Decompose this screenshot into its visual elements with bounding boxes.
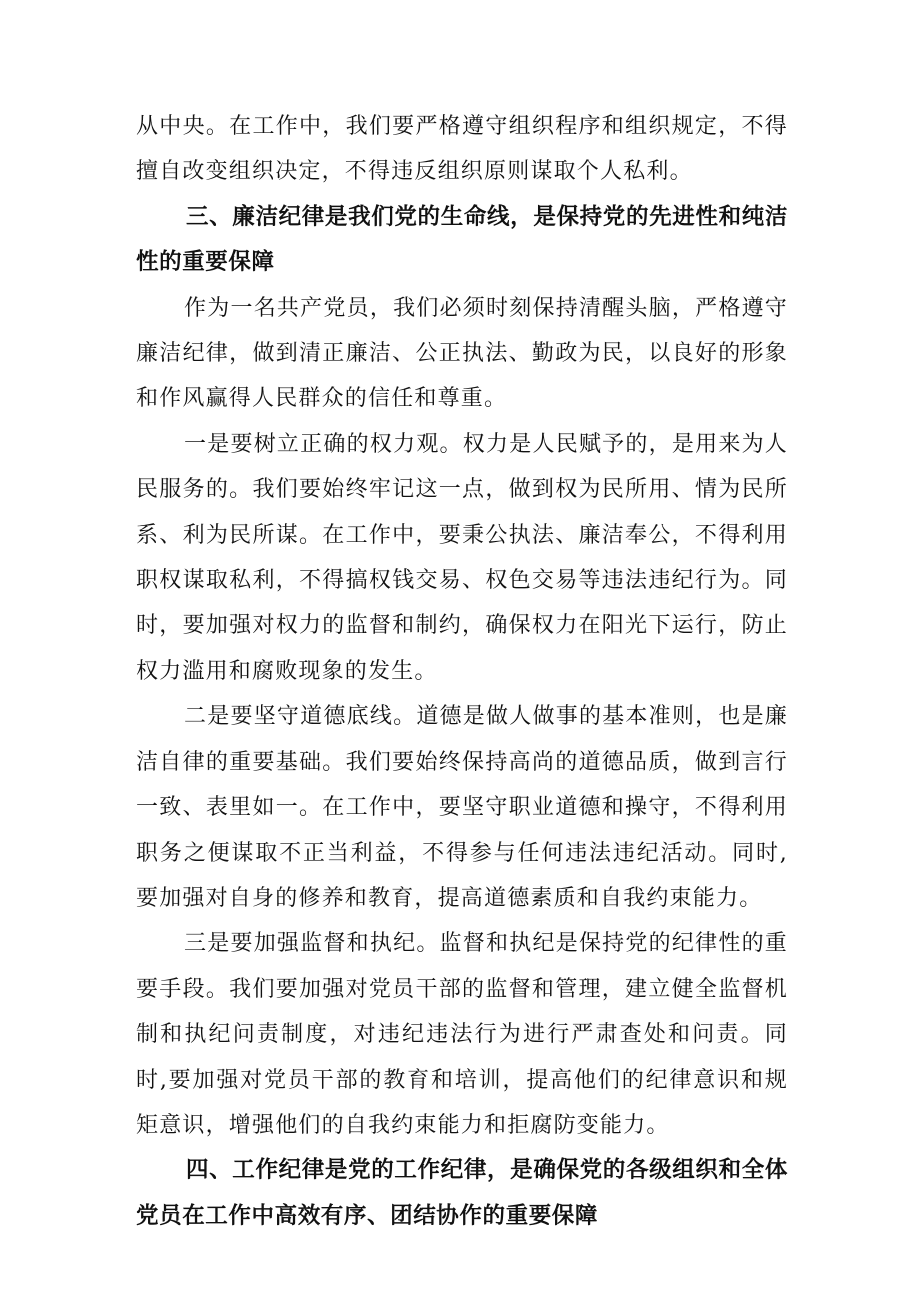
document-body	[136, 104, 788, 1239]
section-heading-4: 四、工作纪律是党的工作纪律，是确保党的各级组织和全体党员在工作中高效有序、团结协作的重要保障	[136, 1157, 788, 1229]
paragraph-intro: 作为一名共产党员，我们必须时刻保持清醒头脑，严格遵守廉洁纪律，做到清正廉洁、公正执法、勤政为民，以良好的形象和作风赢得人民群众的信任和尊重。	[136, 295, 788, 412]
paragraph-point-2: 二是要坚守道德底线。道德是做人做事的基本准则，也是廉洁自律的重要基础。我们要始终保持高尚的道德品质，做到言行一致、表里如一。在工作中，要坚守职业道德和操守，不得利用职务之便谋取不正当利益，不得参与任何违法违纪活动。同时,要加强对自身的修养和教育，提高道德素质和自我约束能力。	[136, 704, 788, 911]
section-heading-3: 三、廉洁纪律是我们党的生命线，是保持党的先进性和纯洁性的重要保障	[136, 203, 788, 276]
paragraph-point-1: 一是要树立正确的权力观。权力是人民赋予的，是用来为人民服务的。我们要始终牢记这一点，做到权为民所用、情为民所系、利为民所谋。在工作中，要秉公执法、廉洁奉公，不得利用职权谋取私利，不得搞权钱交易、权色交易等违法违纪行为。同时，要加强对权力的监督和制约，确保权力在阳光下运行，防止权力滥用和腐败现象的发生。	[136, 431, 788, 684]
paragraph-point-3: 三是要加强监督和执纪。监督和执纪是保持党的纪律性的重要手段。我们要加强对党员干部的监督和管理，建立健全监督机制和执纪问责制度，对违纪违法行为进行严肃查处和问责。同时,要加强对党员干部的教育和培训，提高他们的纪律意识和规矩意识，增强他们的自我约束能力和拒腐防变能力。	[136, 931, 788, 1138]
paragraph-continuation: 从中央。在工作中，我们要严格遵守组织程序和组织规定，不得擅自改变组织决定，不得违反组织原则谋取个人私利。	[136, 114, 788, 185]
